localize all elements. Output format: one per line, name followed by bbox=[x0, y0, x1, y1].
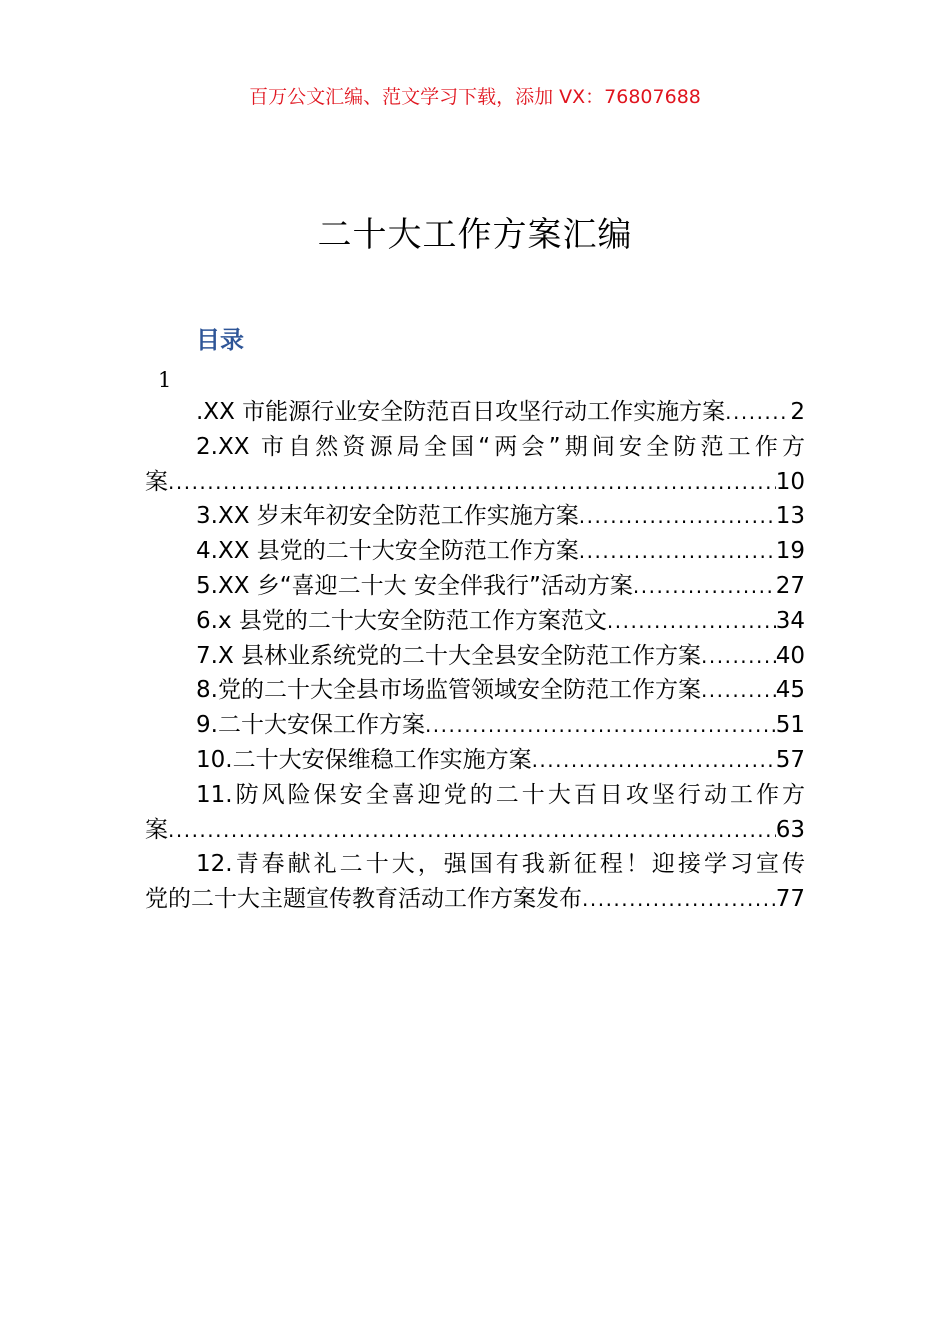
toc-page-number: 10 bbox=[775, 468, 805, 495]
toc-entry[interactable] bbox=[145, 778, 805, 848]
toc-page-number: 2 bbox=[790, 399, 805, 425]
toc-line bbox=[145, 499, 805, 534]
toc-dot-leader bbox=[532, 743, 776, 778]
document-title: 二十大工作方案汇编 bbox=[317, 215, 633, 255]
toc-line bbox=[145, 673, 805, 708]
toc-entry[interactable] bbox=[145, 673, 805, 708]
toc-entry-title: 案 bbox=[145, 468, 168, 495]
stray-page-number: 1 bbox=[158, 368, 172, 392]
toc-dot-leader bbox=[701, 673, 776, 708]
header-banner: 百万公文汇编、范文学习下载，添加 VX：76807688 bbox=[249, 86, 701, 108]
toc-entry[interactable] bbox=[145, 604, 805, 639]
toc-line bbox=[145, 465, 805, 500]
toc-page-number: 77 bbox=[775, 886, 805, 913]
toc-entry-title: 7.X 县林业系统党的二十大全县安全防范工作方案 bbox=[196, 642, 702, 669]
toc-entry-title: 党的二十大主题宣传教育活动工作方案发布 bbox=[145, 886, 582, 913]
toc-dot-leader bbox=[633, 569, 776, 604]
toc-entry[interactable] bbox=[145, 569, 805, 604]
toc-line bbox=[145, 743, 805, 778]
toc-line bbox=[145, 395, 805, 430]
toc-dot-leader bbox=[607, 604, 776, 639]
toc-entry[interactable] bbox=[145, 708, 805, 743]
toc-line bbox=[145, 569, 805, 604]
toc-entry-title: 5.XX 乡“喜迎二十大 安全伴我行”活动方案 bbox=[196, 572, 633, 599]
toc-entry[interactable] bbox=[145, 847, 805, 917]
toc-entry-title: 8.党的二十大全县市场监管领域安全防范工作方案 bbox=[196, 677, 701, 704]
toc-entry-title: 6.x 县党的二十大安全防范工作方案范文 bbox=[196, 607, 607, 634]
toc-entry-title: 4.XX 县党的二十大安全防范工作方案 bbox=[196, 538, 579, 565]
toc-entry[interactable] bbox=[145, 534, 805, 569]
toc-dot-leader bbox=[168, 813, 776, 848]
toc-dot-leader bbox=[725, 395, 790, 430]
toc-page-number: 27 bbox=[775, 572, 805, 599]
toc-entry-title: 10.二十大安保维稳工作实施方案 bbox=[196, 746, 532, 773]
toc-entry[interactable] bbox=[145, 639, 805, 674]
toc-dot-leader bbox=[425, 708, 776, 743]
toc-entry-title: 9.二十大安保工作方案 bbox=[196, 712, 425, 739]
toc-dot-leader bbox=[582, 882, 776, 917]
toc-dot-leader bbox=[579, 499, 776, 534]
toc-page-number: 45 bbox=[775, 677, 805, 704]
toc-line bbox=[145, 778, 805, 813]
toc-dot-leader bbox=[701, 639, 776, 674]
toc-heading: 目录 bbox=[196, 326, 244, 354]
toc-entry[interactable] bbox=[145, 499, 805, 534]
toc-entry[interactable] bbox=[145, 395, 805, 430]
toc-line bbox=[145, 813, 805, 848]
toc-dot-leader bbox=[168, 465, 776, 500]
toc-page-number: 57 bbox=[775, 746, 805, 773]
toc-line bbox=[145, 639, 805, 674]
toc-entry-title: 11.防风险保安全喜迎党的二十大百日攻坚行动工作方 bbox=[196, 781, 805, 808]
table-of-contents bbox=[145, 395, 805, 917]
toc-entry-title: 案 bbox=[145, 816, 168, 843]
toc-entry[interactable] bbox=[145, 430, 805, 500]
toc-page-number: 19 bbox=[775, 538, 805, 565]
toc-entry[interactable] bbox=[145, 743, 805, 778]
toc-page-number: 40 bbox=[775, 642, 805, 669]
toc-page-number: 63 bbox=[775, 816, 805, 843]
toc-page-number: 34 bbox=[775, 607, 805, 634]
toc-entry-title: 12.青春献礼二十大，强国有我新征程！迎接学习宣传 bbox=[196, 851, 805, 878]
toc-entry-title: 3.XX 岁末年初安全防范工作实施方案 bbox=[196, 503, 579, 530]
toc-entry-title: .XX 市能源行业安全防范百日攻坚行动工作实施方案 bbox=[196, 399, 726, 425]
toc-line bbox=[145, 847, 805, 882]
toc-line bbox=[145, 430, 805, 465]
toc-line bbox=[145, 708, 805, 743]
toc-entry-title: 2.XX 市自然资源局全国“两会”期间安全防范工作方 bbox=[196, 433, 805, 460]
toc-page-number: 13 bbox=[775, 503, 805, 530]
toc-page-number: 51 bbox=[775, 712, 805, 739]
toc-line bbox=[145, 882, 805, 917]
toc-line bbox=[145, 534, 805, 569]
toc-line bbox=[145, 604, 805, 639]
toc-dot-leader bbox=[579, 534, 776, 569]
